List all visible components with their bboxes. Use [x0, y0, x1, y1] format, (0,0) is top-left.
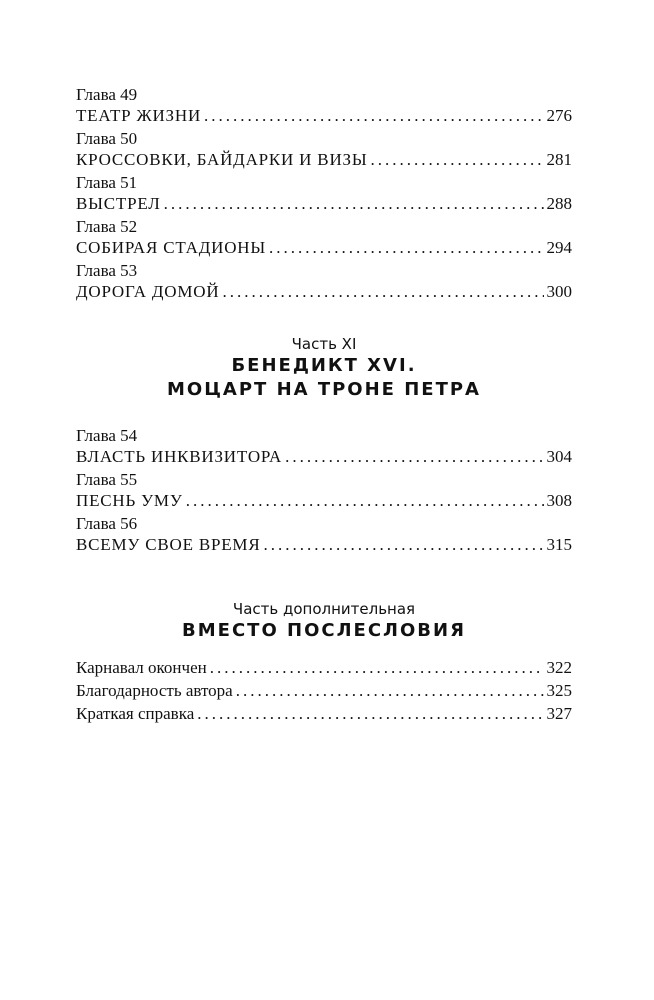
part-label: Часть XI — [291, 335, 357, 353]
toc-entry — [76, 680, 572, 703]
toc-entry-title: ПЕСНЬ УМУ — [76, 491, 183, 510]
part-title: БЕНЕДИКТ XVI. — [231, 355, 417, 376]
dot-leader — [164, 193, 544, 215]
dot-leader — [197, 703, 543, 725]
toc-page — [76, 84, 572, 726]
toc-entry-page: 325 — [546, 681, 572, 700]
dot-leader — [269, 237, 543, 259]
toc-entry-page: 304 — [546, 447, 572, 466]
chapter-label: Глава 53 — [76, 261, 138, 280]
toc-entry — [76, 490, 572, 513]
toc-entry-title: ВСЕМУ СВОЕ ВРЕМЯ — [76, 535, 261, 554]
dot-leader — [264, 534, 544, 556]
chapter-label: Глава 55 — [76, 470, 138, 489]
toc-entry-title: КРОССОВКИ, БАЙДАРКИ И ВИЗЫ — [76, 150, 368, 169]
part-title: ВМЕСТО ПОСЛЕСЛОВИЯ — [182, 620, 466, 641]
dot-leader — [222, 281, 543, 303]
toc-entry — [76, 149, 572, 172]
toc-entry-title: Карнавал окончен — [76, 658, 207, 677]
toc-entry — [76, 446, 572, 469]
toc-section-part11 — [76, 425, 572, 557]
toc-entry — [76, 657, 572, 680]
dot-leader — [370, 149, 543, 171]
toc-entry-page: 276 — [546, 106, 572, 125]
toc-entry-page: 322 — [546, 658, 572, 677]
dot-leader — [285, 446, 543, 468]
chapter-label: Глава 56 — [76, 514, 138, 533]
toc-entry-title: ДОРОГА ДОМОЙ — [76, 282, 220, 301]
toc-entry — [76, 193, 572, 216]
toc-entry — [76, 237, 572, 260]
toc-entry-title: СОБИРАЯ СТАДИОНЫ — [76, 238, 267, 257]
dot-leader — [236, 680, 544, 702]
part-heading — [76, 599, 572, 643]
dot-leader — [186, 490, 544, 512]
toc-entry-page: 288 — [546, 194, 572, 213]
chapter-label: Глава 52 — [76, 217, 138, 236]
chapter-label: Глава 50 — [76, 129, 138, 148]
toc-entry-title: Краткая справка — [76, 704, 195, 723]
chapter-label: Глава 54 — [76, 426, 138, 445]
chapter-label: Глава 51 — [76, 173, 138, 192]
toc-entry — [76, 105, 572, 128]
toc-entry-title: ВЛАСТЬ ИНКВИЗИТОРА — [76, 447, 283, 466]
toc-entry — [76, 703, 572, 726]
toc-entry — [76, 281, 572, 304]
chapter-label: Глава 49 — [76, 85, 138, 104]
part-title: МОЦАРТ НА ТРОНЕ ПЕТРА — [166, 379, 481, 400]
toc-section-extra — [76, 657, 572, 726]
toc-entry-page: 294 — [546, 238, 572, 257]
toc-entry — [76, 534, 572, 557]
dot-leader — [204, 105, 543, 127]
toc-entry-title: Благодарность автора — [76, 681, 233, 700]
toc-entry-title: ТЕАТР ЖИЗНИ — [76, 106, 202, 125]
toc-entry-page: 315 — [546, 535, 572, 554]
toc-section-1 — [76, 84, 572, 304]
toc-entry-title: ВЫСТРЕЛ — [76, 194, 161, 213]
part-heading — [76, 334, 572, 402]
dot-leader — [210, 657, 544, 679]
part-label: Часть дополнительная — [232, 600, 416, 618]
toc-entry-page: 300 — [546, 282, 572, 301]
toc-entry-page: 327 — [546, 704, 572, 723]
toc-entry-page: 281 — [546, 150, 572, 169]
toc-entry-page: 308 — [546, 491, 572, 510]
